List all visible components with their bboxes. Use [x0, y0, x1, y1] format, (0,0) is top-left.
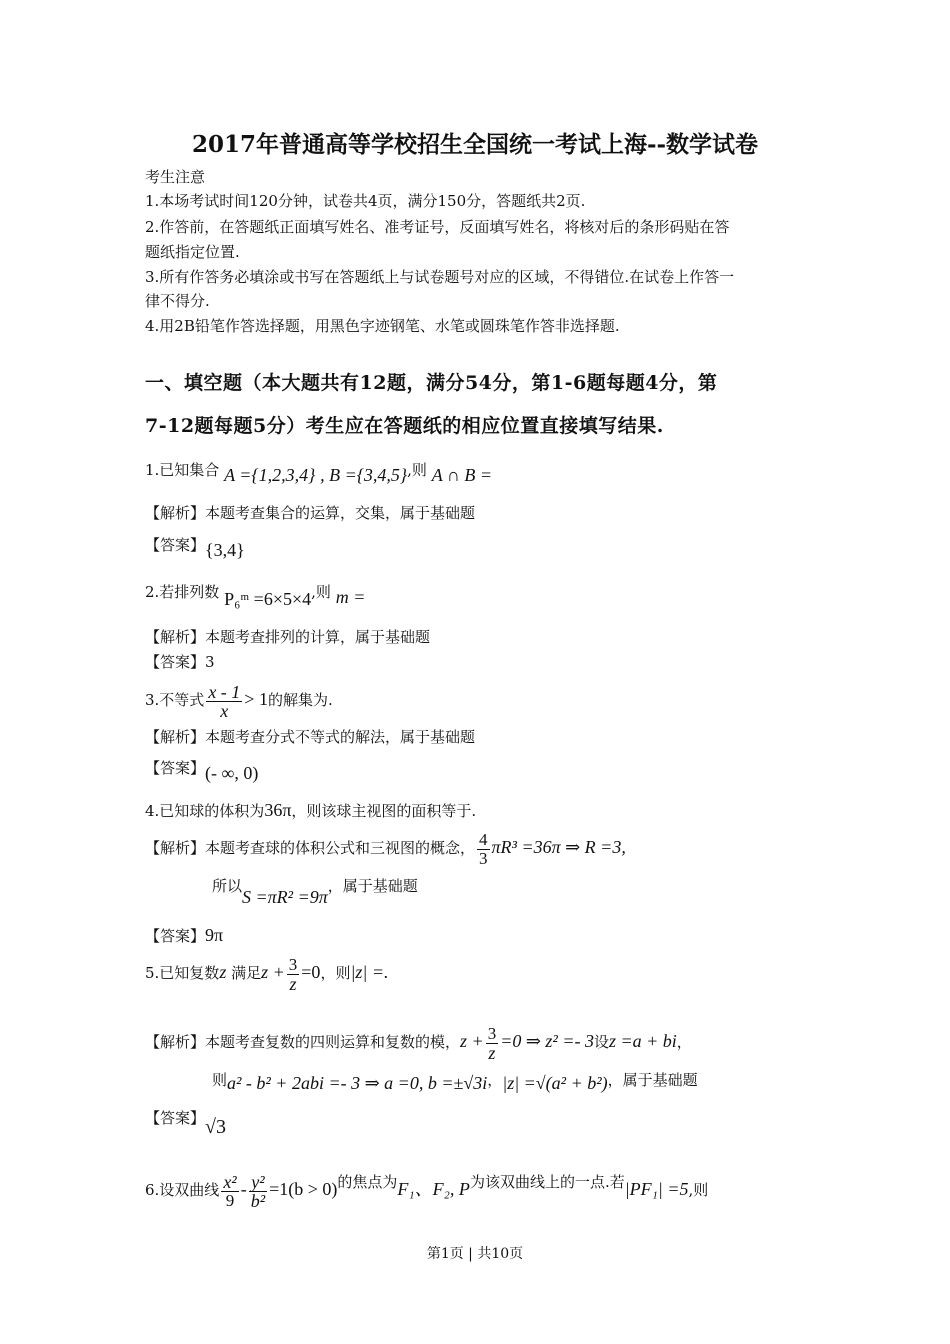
analysis-text: 本题考查集合的运算，交集，属于基础题 [205, 504, 476, 522]
answer-label: 【答案】 [145, 536, 206, 554]
analysis-text: 本题考查分式不等式的解法，属于基础题 [205, 728, 476, 746]
q4-analysis [145, 828, 626, 868]
text: ，属于基础题 [327, 877, 418, 895]
notice-line: 2.作答前，在答题纸正面填写姓名、准考证号，反面填写姓名，将核对后的条形码贴在答 [145, 218, 730, 236]
q3-fraction [206, 683, 242, 720]
q5-analysis-cont [212, 1070, 698, 1093]
text: ,则 [688, 1181, 709, 1199]
q6-fraction-y [249, 1173, 267, 1210]
analysis-text: 本题考查复数的四则运算和复数的模， [205, 1033, 461, 1051]
q5-text: 5.已知复数 [145, 964, 220, 982]
q2-text-then: ,则 [311, 583, 331, 601]
analysis-label: 【解析】 [145, 839, 206, 857]
numerator: 3 [487, 1023, 497, 1043]
q1-math-b: , B ={3,4,5} [320, 465, 408, 485]
q3-analysis [145, 727, 475, 747]
q5-z: z [219, 962, 227, 982]
answer-value: (- ∞, 0) [205, 763, 259, 783]
analysis-text: 本题考查球的体积公式和三视图的概念， [205, 839, 476, 857]
q4-answer [145, 925, 223, 946]
q4-text-suffix: ，则该球主视图的面积等于. [291, 802, 477, 820]
section-heading: 一、填空题（本大题共有12题，满分54分，第1-6题每题4分，第 [145, 372, 718, 394]
answer-value: √3 [205, 1116, 226, 1138]
math: =0 ⇒ z² =- 3 [500, 1031, 594, 1051]
q5-answer [145, 1108, 226, 1137]
q4-text: 4.已知球的体积为 [145, 802, 265, 820]
answer-value: {3,4} [205, 540, 245, 560]
q2-math: P₆ᵐ =6×5×4 [224, 589, 312, 609]
text: 的焦点为 [337, 1173, 398, 1191]
text: ， [487, 1071, 503, 1089]
q3-text-suffix: 的解集为. [267, 691, 333, 709]
answer-value: 3 [205, 653, 215, 671]
text: 则 [212, 1071, 228, 1089]
question-1 [145, 460, 492, 485]
analysis-label: 【解析】 [145, 628, 206, 646]
q2-text: 2.若排列数 [145, 583, 220, 601]
q1-text-then: ,则 [407, 461, 427, 479]
question-5 [145, 953, 389, 993]
q5-math: =0 [301, 962, 321, 982]
q2-math-m: m = [335, 587, 366, 607]
math: z =a + bi [608, 1031, 677, 1051]
answer-label: 【答案】 [145, 759, 206, 777]
q4-fraction [477, 831, 490, 868]
notice-line: 1.本场考试时间120分钟，试卷共4页，满分150分，答题纸共2页. [145, 192, 586, 210]
q3-text: 3.不等式 [145, 691, 205, 709]
numerator: 4 [479, 829, 488, 849]
page-footer: 第1页 | 共10页 [426, 1246, 524, 1262]
denominator: 3 [479, 848, 488, 868]
q3-answer [145, 758, 258, 783]
q5-analysis [145, 1022, 692, 1062]
denominator: x [220, 700, 229, 721]
q6-text: 6.设双曲线 [145, 1181, 220, 1199]
q3-math: > 1 [244, 689, 268, 709]
answer-label: 【答案】 [145, 1109, 206, 1127]
q4-analysis-cont [212, 876, 418, 907]
notice-heading: 考生注意 [145, 168, 206, 186]
q5-analysis-fraction [486, 1025, 499, 1062]
math: |z| =√(a² + b²) [502, 1073, 608, 1093]
q5-math: z + [261, 962, 285, 982]
analysis-label: 【解析】 [145, 504, 206, 522]
text: 为该双曲线上的一点.若 [469, 1173, 625, 1191]
text: ， [676, 1033, 692, 1051]
math: - [240, 1179, 247, 1199]
denominator: b² [250, 1190, 266, 1211]
q2-answer [145, 652, 215, 672]
numerator: x - 1 [208, 681, 241, 702]
q4-math: 36π [264, 800, 292, 820]
analysis-label: 【解析】 [145, 1033, 206, 1051]
q4-area-math: S =πR² =9π [242, 887, 328, 907]
q2-analysis [145, 627, 430, 647]
q1-analysis [145, 503, 475, 523]
page-title: 2017年普通高等学校招生全国统一考试上海--数学试卷 [191, 131, 759, 158]
numerator: x² [223, 1171, 237, 1192]
q1-text: 1.已知集合 [145, 461, 220, 479]
math: F₁、F₂, P [397, 1179, 470, 1199]
analysis-text: 本题考查排列的计算，属于基础题 [205, 628, 431, 646]
q5-math-modulus: |z| =. [350, 962, 389, 982]
question-6 [145, 1160, 708, 1212]
notice-line: 4.用2B铅笔作答选择题，用黑色字迹钢笔、水笔或圆珠笔作答非选择题. [145, 317, 620, 335]
q4-analysis-math: πR³ =36π ⇒ R =3, [491, 837, 626, 857]
text: ，属于基础题 [607, 1071, 698, 1089]
text: 设 [593, 1033, 609, 1051]
q5-text: ，则 [320, 964, 351, 982]
q6-fraction-x [221, 1173, 238, 1210]
answer-value: 9π [205, 925, 224, 945]
math: z + [460, 1031, 484, 1051]
math: a² - b² + 2abi =- 3 ⇒ a =0, b =±√3i [227, 1073, 488, 1093]
math: |PF₁| =5 [624, 1179, 689, 1199]
denominator: z [289, 973, 297, 994]
text: 所以 [212, 877, 243, 895]
question-3 [145, 680, 333, 720]
q1-answer [145, 535, 245, 560]
q5-text: 满足 [231, 964, 262, 982]
denominator: z [488, 1042, 496, 1063]
notice-line: 3.所有作答务必填涂或书写在答题纸上与试卷题号对应的区域，不得错位.在试卷上作答一 [145, 268, 735, 286]
numerator: 3 [288, 954, 298, 974]
denominator: 9 [225, 1190, 235, 1210]
notice-line: 律不得分. [145, 292, 210, 310]
question-4 [145, 800, 476, 821]
numerator: y² [249, 1173, 267, 1192]
analysis-label: 【解析】 [145, 728, 206, 746]
notice-line: 题纸指定位置. [145, 243, 240, 261]
section-heading-cont: 7-12题每题5分）考生应在答题纸的相应位置直接填写结果. [145, 415, 664, 437]
q1-math-a: A ={1,2,3,4} [224, 465, 316, 485]
q1-math-intersection: A ∩ B = [431, 465, 493, 485]
q5-fraction [287, 956, 300, 993]
question-2 [145, 582, 365, 609]
answer-label: 【答案】 [145, 653, 206, 671]
math: =1(b > 0) [269, 1179, 338, 1199]
answer-label: 【答案】 [145, 927, 206, 945]
